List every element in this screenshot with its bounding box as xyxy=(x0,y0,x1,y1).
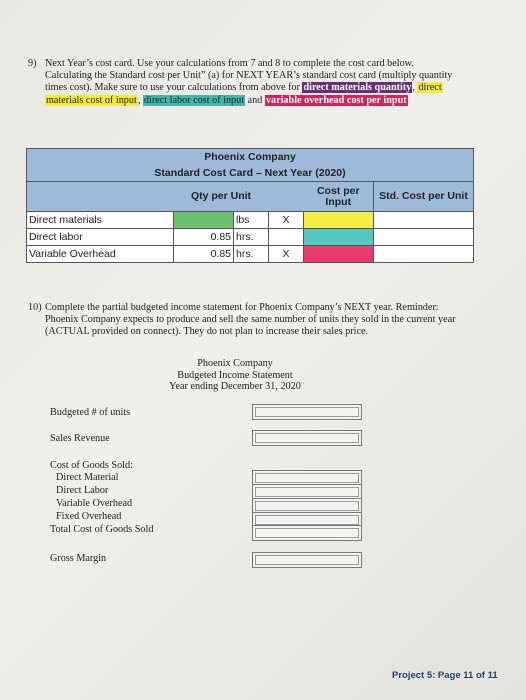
dm-std-cost-input[interactable] xyxy=(374,212,474,229)
sales-revenue-label: Sales Revenue xyxy=(50,433,110,444)
question-number: 9) xyxy=(28,58,37,69)
cost-card-company: Phoenix Company xyxy=(27,149,474,166)
standard-cost-card xyxy=(26,148,474,263)
cogs-header: Cost of Goods Sold: xyxy=(50,460,133,471)
highlight-dl-cost: direct labor cost of input xyxy=(143,94,245,106)
dm-qty-input[interactable] xyxy=(174,212,234,229)
sales-revenue-input[interactable] xyxy=(252,430,362,446)
col-qty-per-unit: Qty per Unit xyxy=(174,182,269,212)
cogs-item-variable-overhead: Variable Overhead xyxy=(56,498,133,509)
multiply-sign: X xyxy=(269,212,304,229)
q9-line-2: Calculating the Standard cost per Unit” (a) for NEXT YEAR’s standard cost card (multiply quantity xyxy=(45,70,453,82)
q10-line-3: (ACTUAL provided on connect). They do not plan to increase their sales price. xyxy=(45,326,369,338)
unit-label: hrs. xyxy=(234,246,269,263)
unit-label: hrs. xyxy=(234,229,269,246)
dl-cost-input[interactable] xyxy=(304,229,374,246)
budgeted-units-label: Budgeted # of units xyxy=(50,407,131,418)
q10-line-1: Complete the partial budgeted income statement for Phoenix Company’s NEXT year. Reminder: xyxy=(45,302,439,313)
cogs-item-fixed-overhead: Fixed Overhead xyxy=(56,511,122,522)
row-label: Variable Overhead xyxy=(27,246,174,263)
gross-margin-label: Gross Margin xyxy=(50,553,107,564)
voh-qty-value: 0.85 xyxy=(174,246,234,263)
dm-cost-input[interactable] xyxy=(304,212,374,229)
gross-margin-input[interactable] xyxy=(252,552,362,568)
cogs-item-direct-material: Direct Material xyxy=(56,472,119,483)
voh-std-cost-input[interactable] xyxy=(374,246,474,263)
is-title: Budgeted Income Statement xyxy=(177,369,293,381)
is-period: Year ending December 31, 2020 xyxy=(169,381,301,392)
row-variable-overhead xyxy=(27,246,474,263)
row-label: Direct materials xyxy=(27,212,174,229)
highlight-dm-quantity: direct materials quantity xyxy=(303,82,412,94)
multiply-sign xyxy=(269,229,304,246)
row-label: Direct labor xyxy=(27,229,174,246)
row-direct-labor xyxy=(27,229,474,246)
total-cogs-input[interactable] xyxy=(252,525,362,541)
question-10 xyxy=(28,302,498,339)
highlight-dm-cost-b: materials cost of input xyxy=(46,94,137,106)
cogs-item-direct-labor: Direct Labor xyxy=(56,485,109,496)
income-statement-heading xyxy=(150,358,320,393)
total-cogs-label: Total Cost of Goods Sold xyxy=(50,524,154,535)
is-company: Phoenix Company xyxy=(197,358,273,369)
q9-line-3: times cost). Make sure to use your calculations from above for direct materials quantity, direct xyxy=(45,82,442,94)
row-direct-materials xyxy=(27,212,474,229)
dl-std-cost-input[interactable] xyxy=(374,229,474,246)
q10-line-2: Phoenix Company expects to produce and sell the same number of units they sold in the current year xyxy=(45,314,456,326)
col-cost-per-input: Cost per Input xyxy=(304,182,374,212)
page-footer: Project 5: Page 11 of 11 xyxy=(392,670,498,681)
multiply-sign: X xyxy=(269,246,304,263)
budgeted-units-input[interactable] xyxy=(252,404,362,420)
cost-card-title: Standard Cost Card – Next Year (2020) xyxy=(27,165,474,182)
question-9 xyxy=(28,58,498,107)
q9-line-1: Next Year’s cost card. Use your calculations from 7 and 8 to complete the cost card below. xyxy=(45,58,414,69)
voh-cost-input[interactable] xyxy=(304,246,374,263)
dl-qty-value: 0.85 xyxy=(174,229,234,246)
highlight-voh-cost: variable overhead cost per input xyxy=(265,94,407,106)
highlight-dm-cost-a: direct xyxy=(418,82,442,94)
question-number: 10) xyxy=(28,302,42,313)
unit-label: lbs xyxy=(234,212,269,229)
q9-line-4: materials cost of input, direct labor cost of input and variable overhead cost per input xyxy=(46,94,407,106)
col-std-cost-per-unit: Std. Cost per Unit xyxy=(374,182,474,212)
